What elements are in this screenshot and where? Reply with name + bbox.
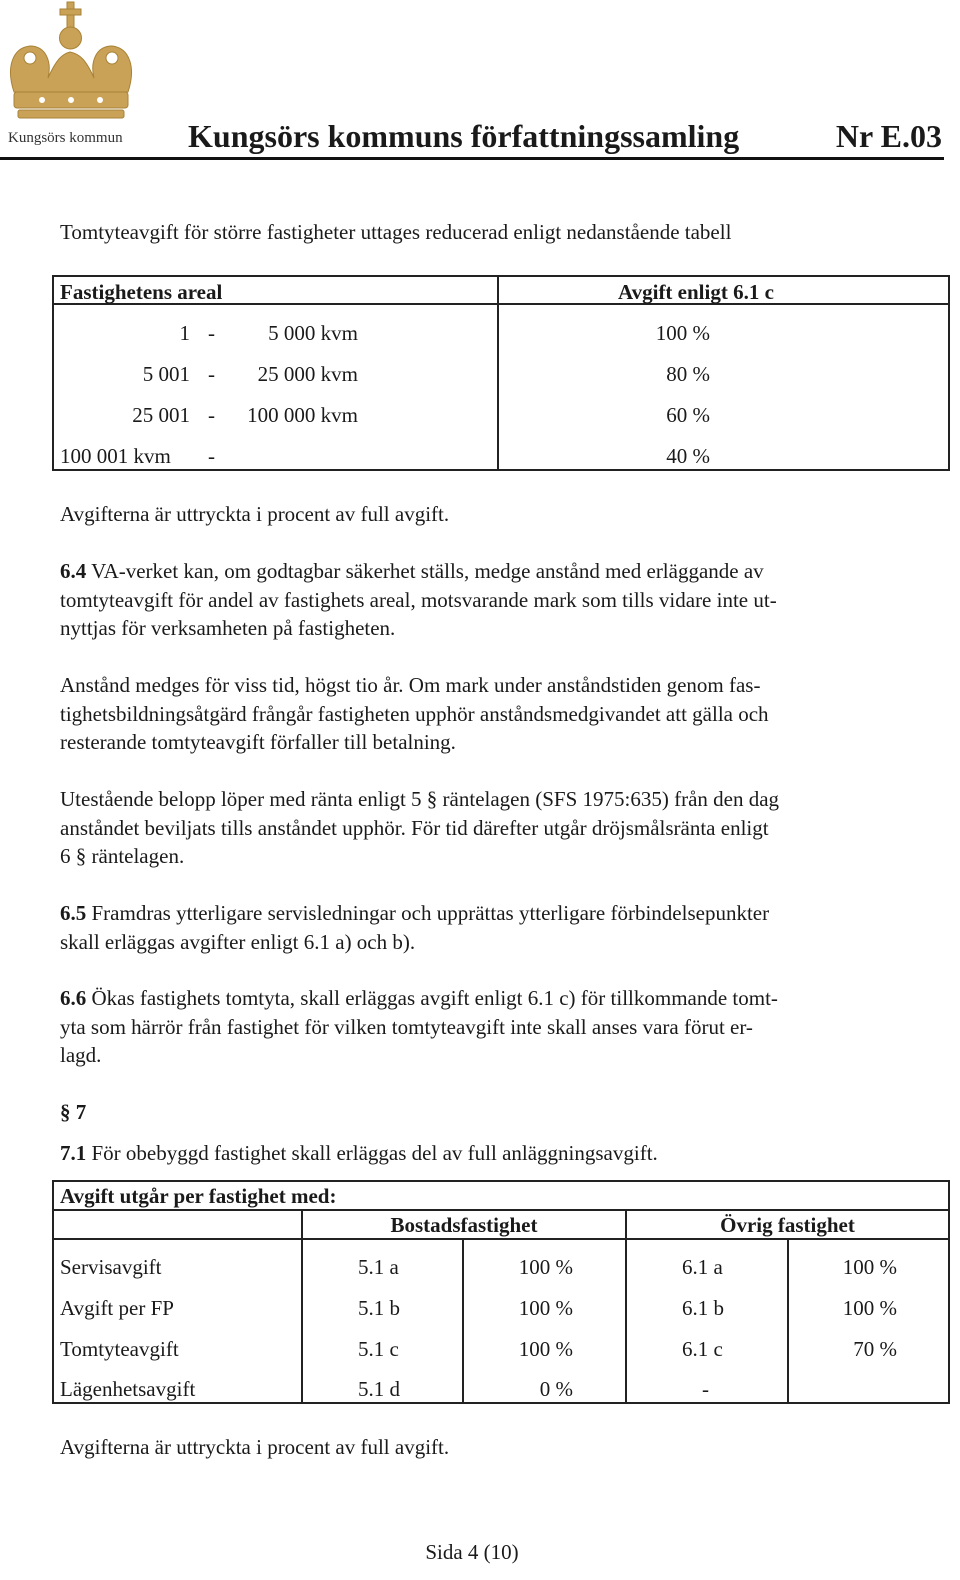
fee-bostad-pct: 0 % xyxy=(539,1377,573,1401)
area-to: 100 000 kvm xyxy=(247,403,358,427)
paragraph-line: yta som härrör från fastighet för vilken tomtyteavgift inte skall anses vara förut er- xyxy=(60,1014,753,1039)
publication-title: Kungsörs kommuns författningssamling xyxy=(188,118,740,154)
paragraph-heading-7: § 7 xyxy=(60,1100,87,1124)
area-pct: 80 % xyxy=(666,362,710,386)
paragraph-anstand xyxy=(60,671,915,757)
fee-table-header-rule xyxy=(52,1238,950,1240)
fee-label: Avgift per FP xyxy=(60,1296,174,1320)
fee-label: Servisavgift xyxy=(60,1255,162,1279)
paragraph-line: För obebyggd fastighet skall erläggas del av full anläggningsavgift. xyxy=(86,1141,658,1165)
section-7-1 xyxy=(60,1139,915,1168)
area-to: 5 000 kvm xyxy=(268,321,358,345)
paragraph-line: Anstånd medges för viss tid, högst tio år. Om mark under anståndstiden genom fas- xyxy=(60,673,761,697)
paragraph-line: lagd. xyxy=(60,1043,102,1067)
area-from: 5 001 xyxy=(142,362,190,386)
fee-bostad-ref: 5.1 a xyxy=(358,1255,399,1279)
paragraph-line: resterande tomtyteavgift förfaller till betalning. xyxy=(60,730,456,754)
area-pct: 60 % xyxy=(666,403,710,427)
section-number: 6.6 xyxy=(60,986,87,1010)
section-6-5 xyxy=(60,899,915,956)
section-6-4 xyxy=(60,557,915,643)
fee-label: Lägenhetsavgift xyxy=(60,1377,196,1401)
page-number: Sida 4 (10) xyxy=(425,1540,519,1564)
fee-ovrig-pct: 100 % xyxy=(842,1296,897,1320)
fee-table-title: Avgift utgår per fastighet med: xyxy=(60,1184,337,1208)
paragraph-utestaende xyxy=(60,785,915,871)
fee-table-col-bostad: Bostadsfastighet xyxy=(390,1213,538,1237)
area-table-header-right: Avgift enligt 6.1 c xyxy=(618,280,774,304)
note-percent: Avgifterna är uttryckta i procent av full avgift. xyxy=(60,1435,450,1459)
fee-ovrig-ref: - xyxy=(702,1377,709,1401)
paragraph-line: nyttjas för verksamheten på fastigheten. xyxy=(60,616,396,640)
crown-logo xyxy=(2,0,140,150)
area-pct: 100 % xyxy=(655,321,710,345)
paragraph-line: Framdras ytterligare servisledningar och upprättas ytterligare förbindelsepunkter xyxy=(86,901,770,925)
area-table-header-left: Fastighetens areal xyxy=(60,280,223,304)
intro-text: Tomtyteavgift för större fastigheter uttages reducerad enligt nedanstående tabell xyxy=(60,220,732,244)
fee-ovrig-pct: 70 % xyxy=(853,1337,897,1361)
area-pct: 40 % xyxy=(666,444,710,468)
paragraph-line: Utestående belopp löper med ränta enligt 5 § räntelagen (SFS 1975:635) från den dag xyxy=(60,787,780,811)
fee-ovrig-ref: 6.1 a xyxy=(682,1255,723,1279)
area-dash: - xyxy=(208,403,215,427)
fee-bostad-pct: 100 % xyxy=(518,1296,573,1320)
fee-label: Tomtyteavgift xyxy=(60,1337,179,1361)
fee-table-col-ovrig: Övrig fastighet xyxy=(720,1213,855,1237)
area-dash: - xyxy=(208,321,215,345)
area-table-col-divider xyxy=(497,275,499,471)
area-dash: - xyxy=(208,362,215,386)
section-number: 6.4 xyxy=(60,559,87,583)
paragraph-line: Ökas fastighets tomtyta, skall erläggas avgift enligt 6.1 c) för tillkommande tomt- xyxy=(86,986,778,1010)
paragraph-line: tomtyteavgift för andel av fastighets areal, motsvarande mark som tills vidare inte ut- xyxy=(60,587,777,612)
paragraph-line: tighetsbildningsåtgärd frångår fastigheten upphör anståndsmedgivandet att gälla och xyxy=(60,701,769,726)
fee-table-title-rule xyxy=(52,1209,950,1211)
note-percent: Avgifterna är uttryckta i procent av full avgift. xyxy=(60,502,450,526)
fee-table-divider xyxy=(301,1209,303,1404)
fee-table-divider xyxy=(787,1238,789,1404)
fee-bostad-pct: 100 % xyxy=(518,1337,573,1361)
paragraph-line: VA-verket kan, om godtagbar säkerhet ställs, medge anstånd med erläggande av xyxy=(86,559,764,583)
fee-bostad-ref: 5.1 d xyxy=(358,1377,400,1401)
paragraph-line: anståndet beviljats tills anståndet upphör. För tid därefter utgår dröjsmålsränta enligt xyxy=(60,815,769,840)
fee-bostad-ref: 5.1 b xyxy=(358,1296,400,1320)
section-6-6 xyxy=(60,984,915,1070)
area-to: 25 000 kvm xyxy=(257,362,358,386)
area-from: 1 xyxy=(179,321,190,345)
fee-table-divider xyxy=(625,1209,627,1404)
fee-ovrig-ref: 6.1 c xyxy=(682,1337,723,1361)
fee-bostad-ref: 5.1 c xyxy=(358,1337,399,1361)
area-from: 25 001 xyxy=(132,403,190,427)
org-name: Kungsörs kommun xyxy=(8,130,123,146)
area-from: 100 001 kvm xyxy=(60,444,171,468)
fee-table-divider xyxy=(462,1238,464,1404)
section-number: 7.1 xyxy=(60,1141,87,1165)
paragraph-line: 6 § räntelagen. xyxy=(60,844,185,868)
area-dash: - xyxy=(208,444,215,468)
fee-ovrig-pct: 100 % xyxy=(842,1255,897,1279)
fee-ovrig-ref: 6.1 b xyxy=(682,1296,724,1320)
header-divider xyxy=(0,157,944,160)
fee-bostad-pct: 100 % xyxy=(518,1255,573,1279)
document-number: Nr E.03 xyxy=(835,118,942,154)
section-number: 6.5 xyxy=(60,901,87,925)
paragraph-line: skall erläggas avgifter enligt 6.1 a) och b). xyxy=(60,929,416,954)
